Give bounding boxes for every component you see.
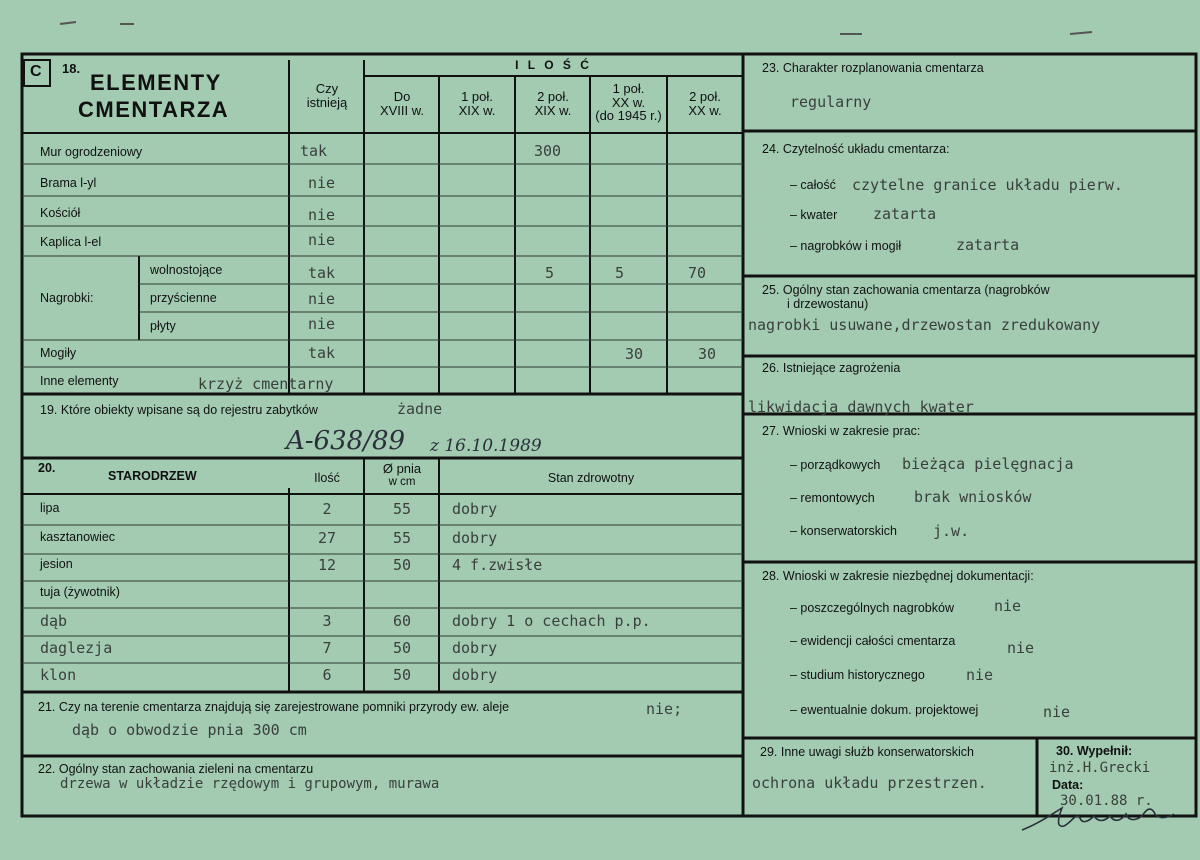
col-period-3-l1: 2 poł. <box>537 89 569 104</box>
row-nagrobki-label: Nagrobki: <box>40 291 94 305</box>
s28-poszcz-value: nie <box>994 597 1022 615</box>
row-brama-label: Brama l-yl <box>40 176 97 190</box>
s22-label: 22. Ogólny stan zachowania zieleni na cmentarzu <box>38 762 314 776</box>
tree-count: 6 <box>322 666 332 684</box>
s30-date: 30.01.88 r. <box>1060 793 1153 809</box>
s24-calosc-label: – całość <box>790 178 836 192</box>
s24-nagrobkow-label: – nagrobków i mogił <box>790 239 902 253</box>
s27-label: 27. Wnioski w zakresie prac: <box>762 424 921 438</box>
tree-state: 4 f.zwisłe <box>452 556 543 574</box>
s21-label: 21. Czy na terenie cmentarza znajdują się zarejestrowane pomniki przyrody ew. aleje <box>38 700 510 714</box>
row-inne-value: krzyż cmentarny <box>198 375 334 393</box>
s21-value: dąb o obwodzie pnia 300 cm <box>72 721 307 739</box>
row-wolno-czy: tak <box>308 264 336 282</box>
s20-col-pnia <box>366 462 438 488</box>
row-mur-czy: tak <box>300 142 328 160</box>
s19-value: żadne <box>397 400 443 418</box>
tree-count: 2 <box>322 500 332 518</box>
row-wolno-label: wolnostojące <box>150 263 223 277</box>
s24-kwater-label: – kwater <box>790 208 838 222</box>
tree-name: kasztanowiec <box>40 530 116 544</box>
row-przysc-czy: nie <box>308 290 336 308</box>
col-ilosc-header: I L O Ś Ć <box>515 58 592 72</box>
s19-handwritten-registry: A-638/89 <box>286 426 406 456</box>
row-mogily-1pol20: 30 <box>625 345 644 363</box>
s24-label: 24. Czytelność układu cmentarza: <box>762 142 950 156</box>
col-period-4-l1: 1 poł. <box>612 81 645 96</box>
s24-kwater-value: zatarta <box>873 205 937 223</box>
section-letter-box: C <box>30 63 42 80</box>
s20-col-stan: Stan zdrowotny <box>547 471 635 485</box>
s25-label-2: i drzewostanu) <box>787 297 869 311</box>
s28-label: 28. Wnioski w zakresie niezbędnej dokumentacji: <box>762 569 1034 583</box>
s20-col-pnia-l1: Ø pnia <box>382 461 422 476</box>
tree-state: dobry <box>452 639 498 657</box>
row-mogily-czy: tak <box>308 344 336 362</box>
col-period-4 <box>590 82 667 123</box>
tree-state: dobry 1 o cechach p.p. <box>452 612 651 630</box>
row-inne-label: Inne elementy <box>40 374 119 388</box>
row-przysc-label: przyścienne <box>150 291 217 305</box>
col-period-5-l1: 2 poł. <box>689 89 721 104</box>
s21-answer: nie; <box>646 700 683 718</box>
row-mogily-2pol20: 30 <box>698 345 717 363</box>
row-wolno-2pol19: 5 <box>545 264 555 282</box>
s27-porz-value: bieżąca pielęgnacja <box>902 455 1074 473</box>
tree-name: tuja (żywotnik) <box>40 585 120 599</box>
s19-label: 19. Które obiekty wpisane są do rejestru zabytków <box>40 403 318 417</box>
row-mur-label: Mur ogrodzeniowy <box>40 145 143 159</box>
col-period-5 <box>669 90 741 117</box>
col-period-5-l2: XX w. <box>688 102 722 118</box>
s22-value: drzewa w układzie rzędowym i grupowym, murawa <box>60 776 440 792</box>
tree-name: klon <box>40 666 77 684</box>
s26-value: likwidacja dawnych kwater <box>748 398 974 416</box>
s23-value: regularny <box>790 93 872 111</box>
tree-count: 27 <box>317 529 337 547</box>
col-czy <box>292 82 362 109</box>
s28-studium-value: nie <box>966 666 994 684</box>
s20-header: STARODRZEW <box>108 469 197 483</box>
s25-label-1: 25. Ogólny stan zachowania cmentarza (nagrobków <box>762 283 1050 297</box>
title-line-1: ELEMENTY <box>90 70 222 95</box>
s27-remont-label: – remontowych <box>790 491 875 505</box>
s30-name: inż.H.Grecki <box>1049 760 1151 776</box>
s28-poszcz-label: – poszczególnych nagrobków <box>790 601 954 615</box>
s27-konserw-label: – konserwatorskich <box>790 524 897 538</box>
row-wolno-1pol20: 5 <box>615 264 625 282</box>
s28-ewent-value: nie <box>1043 703 1071 721</box>
tree-name: jesion <box>40 557 73 571</box>
col-czy-l1: Czy <box>315 81 339 96</box>
row-kaplica-label: Kaplica l-el <box>40 235 102 249</box>
s19-handwritten-date: z 16.10.1989 <box>430 436 542 456</box>
col-period-2 <box>441 90 513 117</box>
tree-name: daglezja <box>40 639 113 657</box>
tree-state: dobry <box>452 666 498 684</box>
s27-konserw-value: j.w. <box>933 522 970 540</box>
col-period-3 <box>517 90 589 117</box>
s26-label: 26. Istniejące zagrożenia <box>762 361 901 375</box>
s25-value: nagrobki usuwane,drzewostan zredukowany <box>748 316 1101 334</box>
col-period-4-l2: XX w. <box>611 94 646 110</box>
row-plyty-label: płyty <box>150 319 176 333</box>
tree-state: dobry <box>452 529 498 547</box>
row-kosciol-czy: nie <box>308 206 336 224</box>
section-18-number: 18. <box>62 61 81 76</box>
s28-studium-label: – studium historycznego <box>790 668 925 682</box>
s30-label: 30. Wypełnił: <box>1056 744 1133 758</box>
s27-remont-value: brak wniosków <box>914 488 1032 506</box>
col-period-4-l3: (do 1945 r.) <box>595 108 662 124</box>
tree-name: dąb <box>40 612 68 630</box>
s28-ewid-value: nie <box>1007 639 1035 657</box>
s20-number: 20. <box>38 461 56 475</box>
col-czy-l2: istnieją <box>306 94 348 110</box>
s20-col-pnia-l2: w cm <box>388 475 416 488</box>
row-mogily-label: Mogiły <box>40 346 77 360</box>
s27-porz-label: – porządkowych <box>790 458 881 472</box>
s28-ewent-label: – ewentualnie dokum. projektowej <box>790 703 979 717</box>
col-period-1-l2: XVIII w. <box>379 102 425 118</box>
col-period-3-l2: XIX w. <box>534 102 572 118</box>
col-period-2-l2: XIX w. <box>458 102 496 118</box>
tree-diameter: 55 <box>392 529 412 547</box>
tree-diameter: 50 <box>392 639 412 657</box>
tree-diameter: 60 <box>392 612 412 630</box>
tree-count: 7 <box>322 639 332 657</box>
s29-label: 29. Inne uwagi służb konserwatorskich <box>760 745 975 759</box>
row-wolno-2pol20: 70 <box>688 264 707 282</box>
row-plyty-czy: nie <box>308 315 336 333</box>
tree-count: 12 <box>317 556 337 574</box>
tree-diameter: 50 <box>392 666 412 684</box>
s20-col-ilosc: Ilość <box>314 471 340 485</box>
tree-diameter: 55 <box>392 500 412 518</box>
s29-value: ochrona układu przestrzen. <box>752 774 987 792</box>
tree-name: lipa <box>40 501 60 515</box>
row-kaplica-czy: nie <box>308 231 336 249</box>
signature-image <box>1018 800 1188 840</box>
col-period-2-l1: 1 poł. <box>461 89 493 104</box>
tree-diameter: 50 <box>392 556 412 574</box>
s24-nagrobkow-value: zatarta <box>956 236 1020 254</box>
tree-count: 3 <box>322 612 332 630</box>
s28-ewid-label: – ewidencji całości cmentarza <box>790 634 956 648</box>
s24-calosc-value: czytelne granice układu pierw. <box>852 176 1123 194</box>
row-kosciol-label: Kościół <box>40 206 81 220</box>
col-period-1 <box>366 90 438 117</box>
s23-label: 23. Charakter rozplanowania cmentarza <box>762 61 984 75</box>
tree-state: dobry <box>452 500 498 518</box>
row-brama-czy: nie <box>308 174 336 192</box>
row-mur-2pol19: 300 <box>534 142 562 160</box>
title-line-2: CMENTARZA <box>78 97 230 122</box>
s30-data-label: Data: <box>1052 778 1084 792</box>
col-period-1-l1: Do <box>393 89 411 104</box>
